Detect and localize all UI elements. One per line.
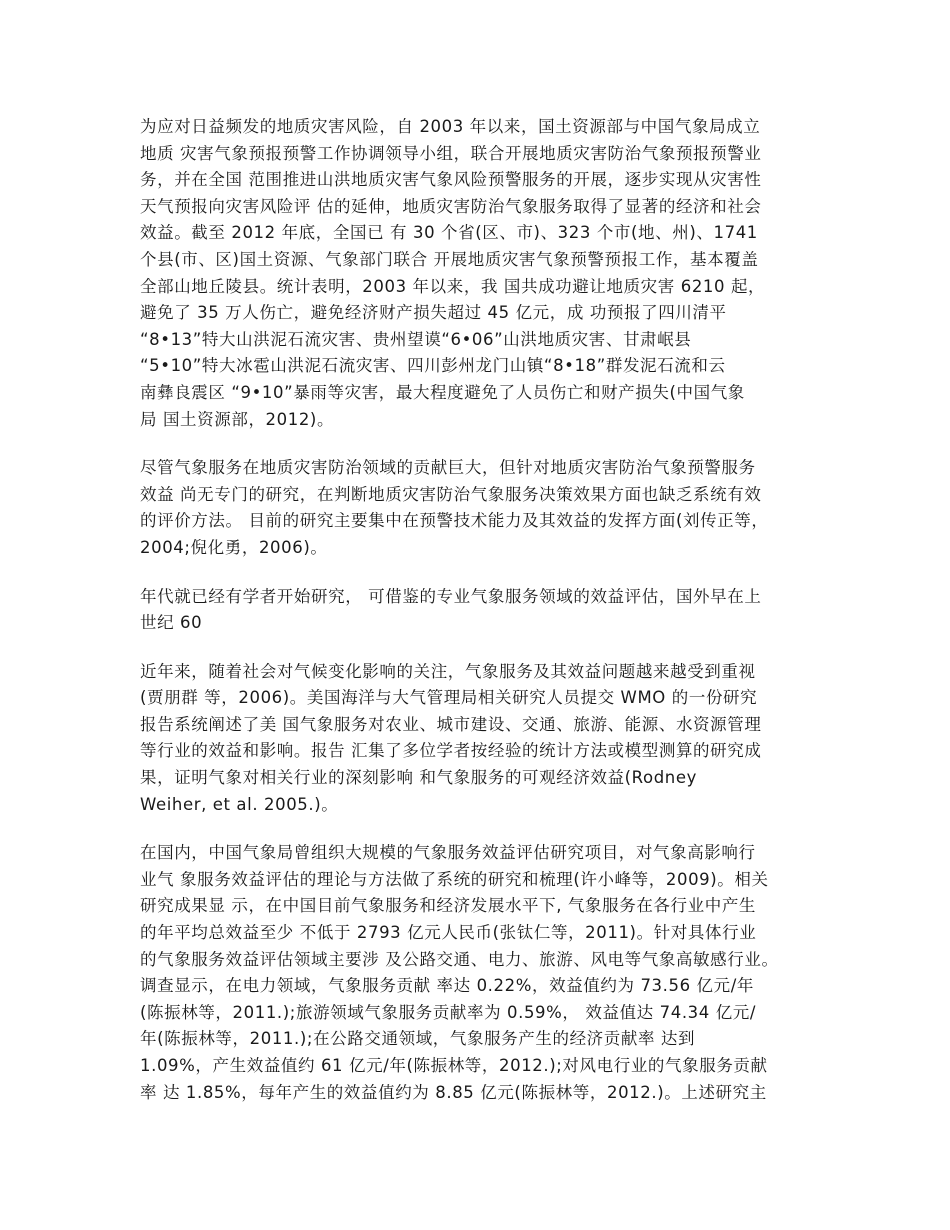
text-line: 等行业的效益和影响。报告 汇集了多位学者按经验的统计方法或模型测算的研究成	[140, 741, 762, 761]
text-line: 近年来，随着社会对气候变化影响的关注，气象服务及其效益问题越来越受到重视	[140, 661, 756, 681]
text-line: 效益 尚无专门的研究，在判断地质灾害防治气象服务决策效果方面也缺乏系统有效	[140, 484, 762, 504]
text-line: 效益。截至 2012 年底，全国已 有 30 个省(区、市)、323 个市(地、州)、1741	[140, 223, 758, 243]
text-line: 1.09%，产生效益值约 61 亿元/年(陈振林等，2012.);对风电行业的气象服务贡献	[140, 1056, 768, 1075]
text-line: 率 达 1.85%，每年产生的效益值约为 8.85 亿元(陈振林等，2012.)。上述研究主	[140, 1082, 767, 1102]
text-line: 避免了 35 万人伤亡，避免经济财产损失超过 45 亿元，成 功预报了四川清平	[140, 303, 727, 323]
paragraph-geohazard-service-overview	[140, 114, 814, 433]
text-line: 世纪 60	[140, 613, 203, 633]
paragraph-research-gap	[140, 455, 814, 561]
text-line: 2004;倪化勇，2006)。	[140, 537, 328, 557]
text-line: 果，证明气象对相关行业的深刻影响 和气象服务的可观经济效益(Rodney	[140, 768, 697, 788]
text-line: 业气 象服务效益评估的理论与方法做了系统的研究和梳理(许小峰等，2009)。相关	[140, 869, 769, 889]
text-line: Weiher, et al. 2005.)。	[140, 794, 339, 814]
text-line: 地质 灾害气象预报预警工作协调领导小组，联合开展地质灾害防治气象预报预警业	[140, 143, 762, 163]
paragraph-domestic-studies	[140, 840, 814, 1106]
text-line: 南彝良震区 “9•10”暴雨等灾害，最大程度避免了人员伤亡和财产损失(中国气象	[140, 382, 745, 402]
text-line: 年代就已经有学者开始研究， 可借鉴的专业气象服务领域的效益评估，国外早在上	[140, 586, 762, 606]
text-line: 尽管气象服务在地质灾害防治领域的贡献巨大，但针对地质灾害防治气象预警服务	[140, 458, 756, 478]
text-line: 年(陈振林等，2011.);在公路交通领域，气象服务产生的经济贡献率 达到	[140, 1029, 696, 1049]
text-line: 个县(市、区)国土资源、气象部门联合 开展地质灾害气象预警预报工作，基本覆盖	[140, 249, 759, 269]
document-page	[140, 114, 814, 1128]
text-line: (陈振林等，2011.);旅游领域气象服务贡献率为 0.59%， 效益值达 74.34 亿元/	[140, 1002, 757, 1022]
text-line: 务，并在全国 范围推进山洪地质灾害气象风险预警服务的开展，逐步实现从灾害性	[140, 170, 762, 190]
text-line: 全部山地丘陵县。统计表明，2003 年以来，我 国共成功避让地质灾害 6210 起，	[140, 276, 766, 296]
text-line: 研究成果显 示，在中国目前气象服务和经济发展水平下, 气象服务在各行业中产生	[140, 896, 757, 916]
paragraph-international-studies	[140, 659, 814, 819]
text-line: 在国内，中国气象局曾组织大规模的气象服务效益评估研究项目，对气象高影响行	[140, 843, 756, 863]
paragraph-foreign-research-origin	[140, 584, 814, 637]
text-line: 局 国土资源部，2012)。	[140, 409, 335, 429]
text-line: “5•10”特大冰雹山洪泥石流灾害、四川彭州龙门山镇“8•18”群发泥石流和云	[140, 356, 726, 376]
text-line: 报告系统阐述了美 国气象服务对农业、城市建设、交通、旅游、能源、水资源管理	[140, 714, 762, 734]
text-line: (贾朋群 等，2006)。美国海洋与大气管理局相关研究人员提交 WMO 的一份研究	[140, 688, 758, 708]
text-line: “8•13”特大山洪泥石流灾害、贵州望谟“6•06”山洪地质灾害、甘肃岷县	[140, 329, 692, 349]
text-line: 为应对日益频发的地质灾害风险，自 2003 年以来，国土资源部与中国气象局成立	[140, 117, 761, 136]
text-line: 的年平均总效益至少 不低于 2793 亿元人民币(张钛仁等，2011)。针对具体行业	[140, 923, 757, 943]
text-line: 天气预报向灾害风险评 估的延伸，地质灾害防治气象服务取得了显著的经济和社会	[140, 196, 762, 216]
text-line: 调查显示，在电力领域，气象服务贡献 率达 0.22%，效益值约为 73.56 亿元/年	[140, 976, 754, 996]
text-line: 的评价方法。 目前的研究主要集中在预警技术能力及其效益的发挥方面(刘传正等，	[140, 511, 769, 531]
text-line: 的气象服务效益评估领域主要涉 及公路交通、电力、旅游、风电等气象高敏感行业。	[140, 949, 779, 969]
